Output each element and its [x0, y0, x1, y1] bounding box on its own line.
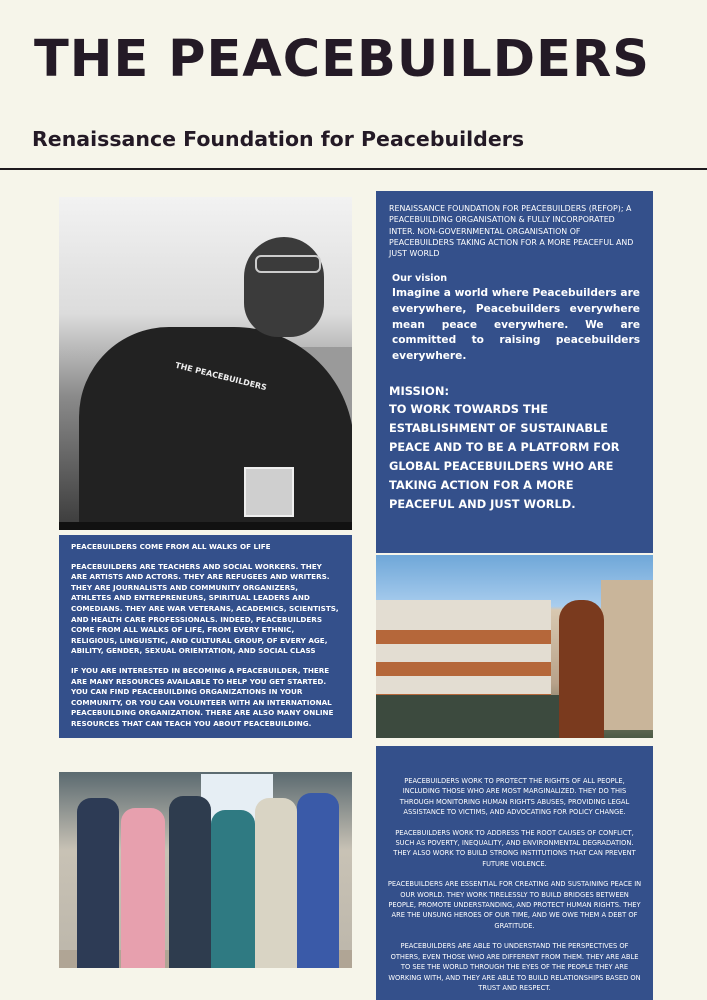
- photo-glasses: [255, 255, 321, 273]
- mission-heading: MISSION:: [389, 384, 450, 399]
- work-paragraph-2: PEACEBUILDERS WORK TO ADDRESS THE ROOT CAUSES OF CONFLICT, SUCH AS POVERTY, INEQUALITY, AND ENVIRONMENTAL DEGRADATION. THEY ALSO WORK TO BUILD STRONG INSTITUTIONS THAT CAN PREVENT FUTURE VIOLENCE.: [393, 828, 636, 868]
- photo-person-6: [297, 793, 339, 968]
- vision-heading: Our vision: [392, 273, 448, 285]
- photo-id-badge: [244, 467, 294, 517]
- photo-speaker: [559, 600, 604, 738]
- walks-paragraph-1: PEACEBUILDERS ARE TEACHERS AND SOCIAL WORKERS. THEY ARE ARTISTS AND ACTORS. THEY ARE REFUGEES AND WRITERS. THEY ARE JOURNALISTS AND COMMUNITY ORGANIZERS, ATHLETES AND ENTREPRENEURS, SPIRITUAL LEADERS AND COMEDIANS. THEY ARE WAR VETERANS, ACADEMICS, SCIENTISTS, AND HEALTH CARE PROFESSIONALS. INDEED, PEACEBUILDERS COME FROM ALL WALKS OF LIFE, FROM EVERY ETHNIC, RELIGIOUS, LINGUISTIC, AND CULTURAL GROUP, OF EVERY AGE, ABILITY, GENDER, SEXUAL ORIENTATION, AND SOCIAL CLASS: [71, 561, 339, 656]
- refop-intro: RENAISSANCE FOUNDATION FOR PEACEBUILDERS (REFOP); A PEACEBUILDING ORGANISATION & FULLY INCORPORATED INTER. NON-GOVERNMENTAL ORGANISATION OF PEACEBUILDERS TAKING ACTION FOR A MORE PEACEFUL AND JUST WORLD: [389, 204, 634, 259]
- photo-person-head: [244, 237, 324, 337]
- mission-text: TO WORK TOWARDS THE ESTABLISHMENT OF SUSTAINABLE PEACE AND TO BE A PLATFORM FOR GLOBAL PEACEBUILDERS WHO ARE TAKING ACTION FOR A MORE PEACEFUL AND JUST WORLD.: [389, 402, 620, 511]
- peacebuilders-work-panel: [376, 746, 653, 1000]
- page-title: THE PEACEBUILDERS: [34, 30, 650, 89]
- vision-text: Imagine a world where Peacebuilders are everywhere, Peacebuilders everywhere mean peace everywhere. We are committed to raising peacebuilders everywhere.: [392, 287, 640, 362]
- photo-side-building: [601, 580, 653, 730]
- rally-photo: [376, 555, 653, 738]
- page-subtitle: Renaissance Foundation for Peacebuilders: [32, 127, 525, 151]
- refop-panel: [376, 191, 653, 553]
- work-paragraph-4: PEACEBUILDERS ARE ABLE TO UNDERSTAND THE PERSPECTIVES OF OTHERS, EVEN THOSE WHO ARE DIFFERENT FROM THEM. THEY ARE ABLE TO SEE THE WORLD THROUGH THE EYES OF THE PEOPLE THEY ARE WORKING WITH, AND THEY ARE ABLE TO BUILD RELATIONSHIPS BASED ON TRUST AND RESPECT.: [388, 942, 641, 992]
- photo-person-body: [79, 327, 352, 527]
- photo-crowd: [376, 695, 576, 738]
- walks-heading: PEACEBUILDERS COME FROM ALL WALKS OF LIFE: [71, 542, 271, 551]
- work-paragraph-3: PEACEBUILDERS ARE ESSENTIAL FOR CREATING AND SUSTAINING PEACE IN OUR WORLD. THEY WORK TIRELESSLY TO BUILD BRIDGES BETWEEN PEOPLE, PROMOTE UNDERSTANDING, AND PROTECT HUMAN RIGHTS. THEY ARE THE UNSUNG HEROES OF OUR TIME, AND WE OWE THEM A DEBT OF GRATITUDE.: [387, 880, 642, 930]
- work-paragraph-1: PEACEBUILDERS WORK TO PROTECT THE RIGHTS OF ALL PEOPLE, INCLUDING THOSE WHO ARE MOST MARGINALIZED. THEY DO THIS THROUGH MONITORING HUMAN RIGHTS ABUSES, PROVIDING LEGAL ASSISTANCE TO VICTIMS, AND ADVOCATING FOR POLICY CHANGE.: [399, 777, 630, 817]
- portrait-photo: [59, 197, 352, 530]
- group-photo: [59, 772, 352, 968]
- photo-bottom-bar: [59, 522, 352, 530]
- photo-person-2: [121, 808, 165, 968]
- photo-person-4: [211, 810, 255, 968]
- photo-shirt-text: THE PEACEBUILDERS: [174, 360, 268, 393]
- photo-person-3: [169, 796, 211, 968]
- walks-paragraph-2: IF YOU ARE INTERESTED IN BECOMING A PEACEBUILDER, THERE ARE MANY RESOURCES AVAILABLE TO HELP YOU GET STARTED. YOU CAN FIND PEACEBUILDING ORGANIZATIONS IN YOUR COMMUNITY, OR YOU CAN VOLUNTEER WITH AN INTERNATIONAL PEACEBUILDING ORGANIZATION. THERE ARE ALSO MANY ONLINE RESOURCES THAT CAN TEACH YOU ABOUT PEACEBUILDING.: [71, 665, 334, 728]
- header-divider: [0, 168, 707, 170]
- photo-school-building: [376, 600, 551, 710]
- photo-person-1: [77, 798, 119, 968]
- walks-of-life-panel: [59, 535, 352, 738]
- photo-person-5: [255, 798, 297, 968]
